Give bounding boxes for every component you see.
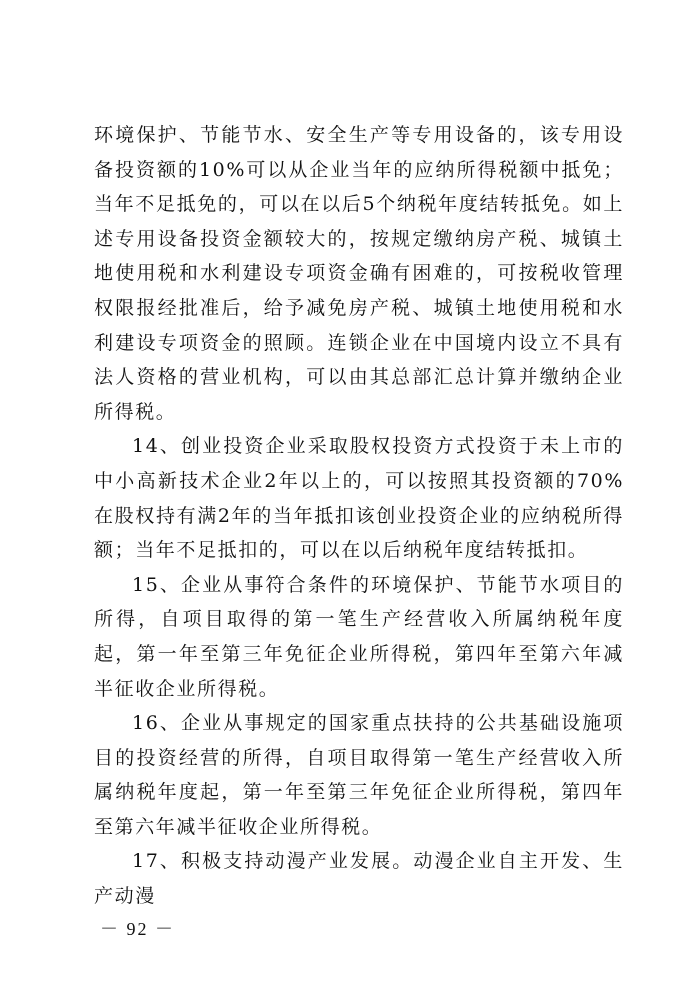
paragraph-item-17: 17、积极支持动漫产业发展。动漫企业自主开发、生产动漫: [94, 850, 624, 908]
paragraph-item-14: 14、创业投资企业采取股权投资方式投资于未上市的中小高新技术企业2年以上的，可以按照其投资额的70%在股权持有满2年的当年抵扣该创业投资企业的应纳税所得额；当年不足抵扣的，可以在以后纳税年度结转抵扣。: [94, 435, 624, 562]
body-text: [94, 118, 624, 914]
paragraph-item-16: 16、企业从事规定的国家重点扶持的公共基础设施项目的投资经营的所得，自项目取得第一笔生产经营收入所属纳税年度起，第一年至第三年免征企业所得税，第四年至第六年减半征收企业所得税。: [94, 712, 624, 838]
page-number: － 92 －: [100, 919, 175, 939]
paragraph-continued: 环境保护、节能节水、安全生产等专用设备的，该专用设备投资额的10%可以从企业当年的应纳所得税额中抵免；当年不足抵免的，可以在以后5个纳税年度结转抵免。如上述专用设备投资金额较大的，按规定缴纳房产税、城镇土地使用税和水利建设专项资金确有困难的，可按税收管理权限报经批准后，给予减免房产税、城镇土地使用税和水利建设专项资金的照顾。连锁企业在中国境内设立不具有法人资格的营业机构，可以由其总部汇总计算并缴纳企业所得税。: [94, 124, 624, 423]
paragraph-item-15: 15、企业从事符合条件的环境保护、节能节水项目的所得，自项目取得的第一笔生产经营收入所属纳税年度起，第一年至第三年免征企业所得税，第四年至第六年减半征收企业所得税。: [94, 573, 624, 700]
